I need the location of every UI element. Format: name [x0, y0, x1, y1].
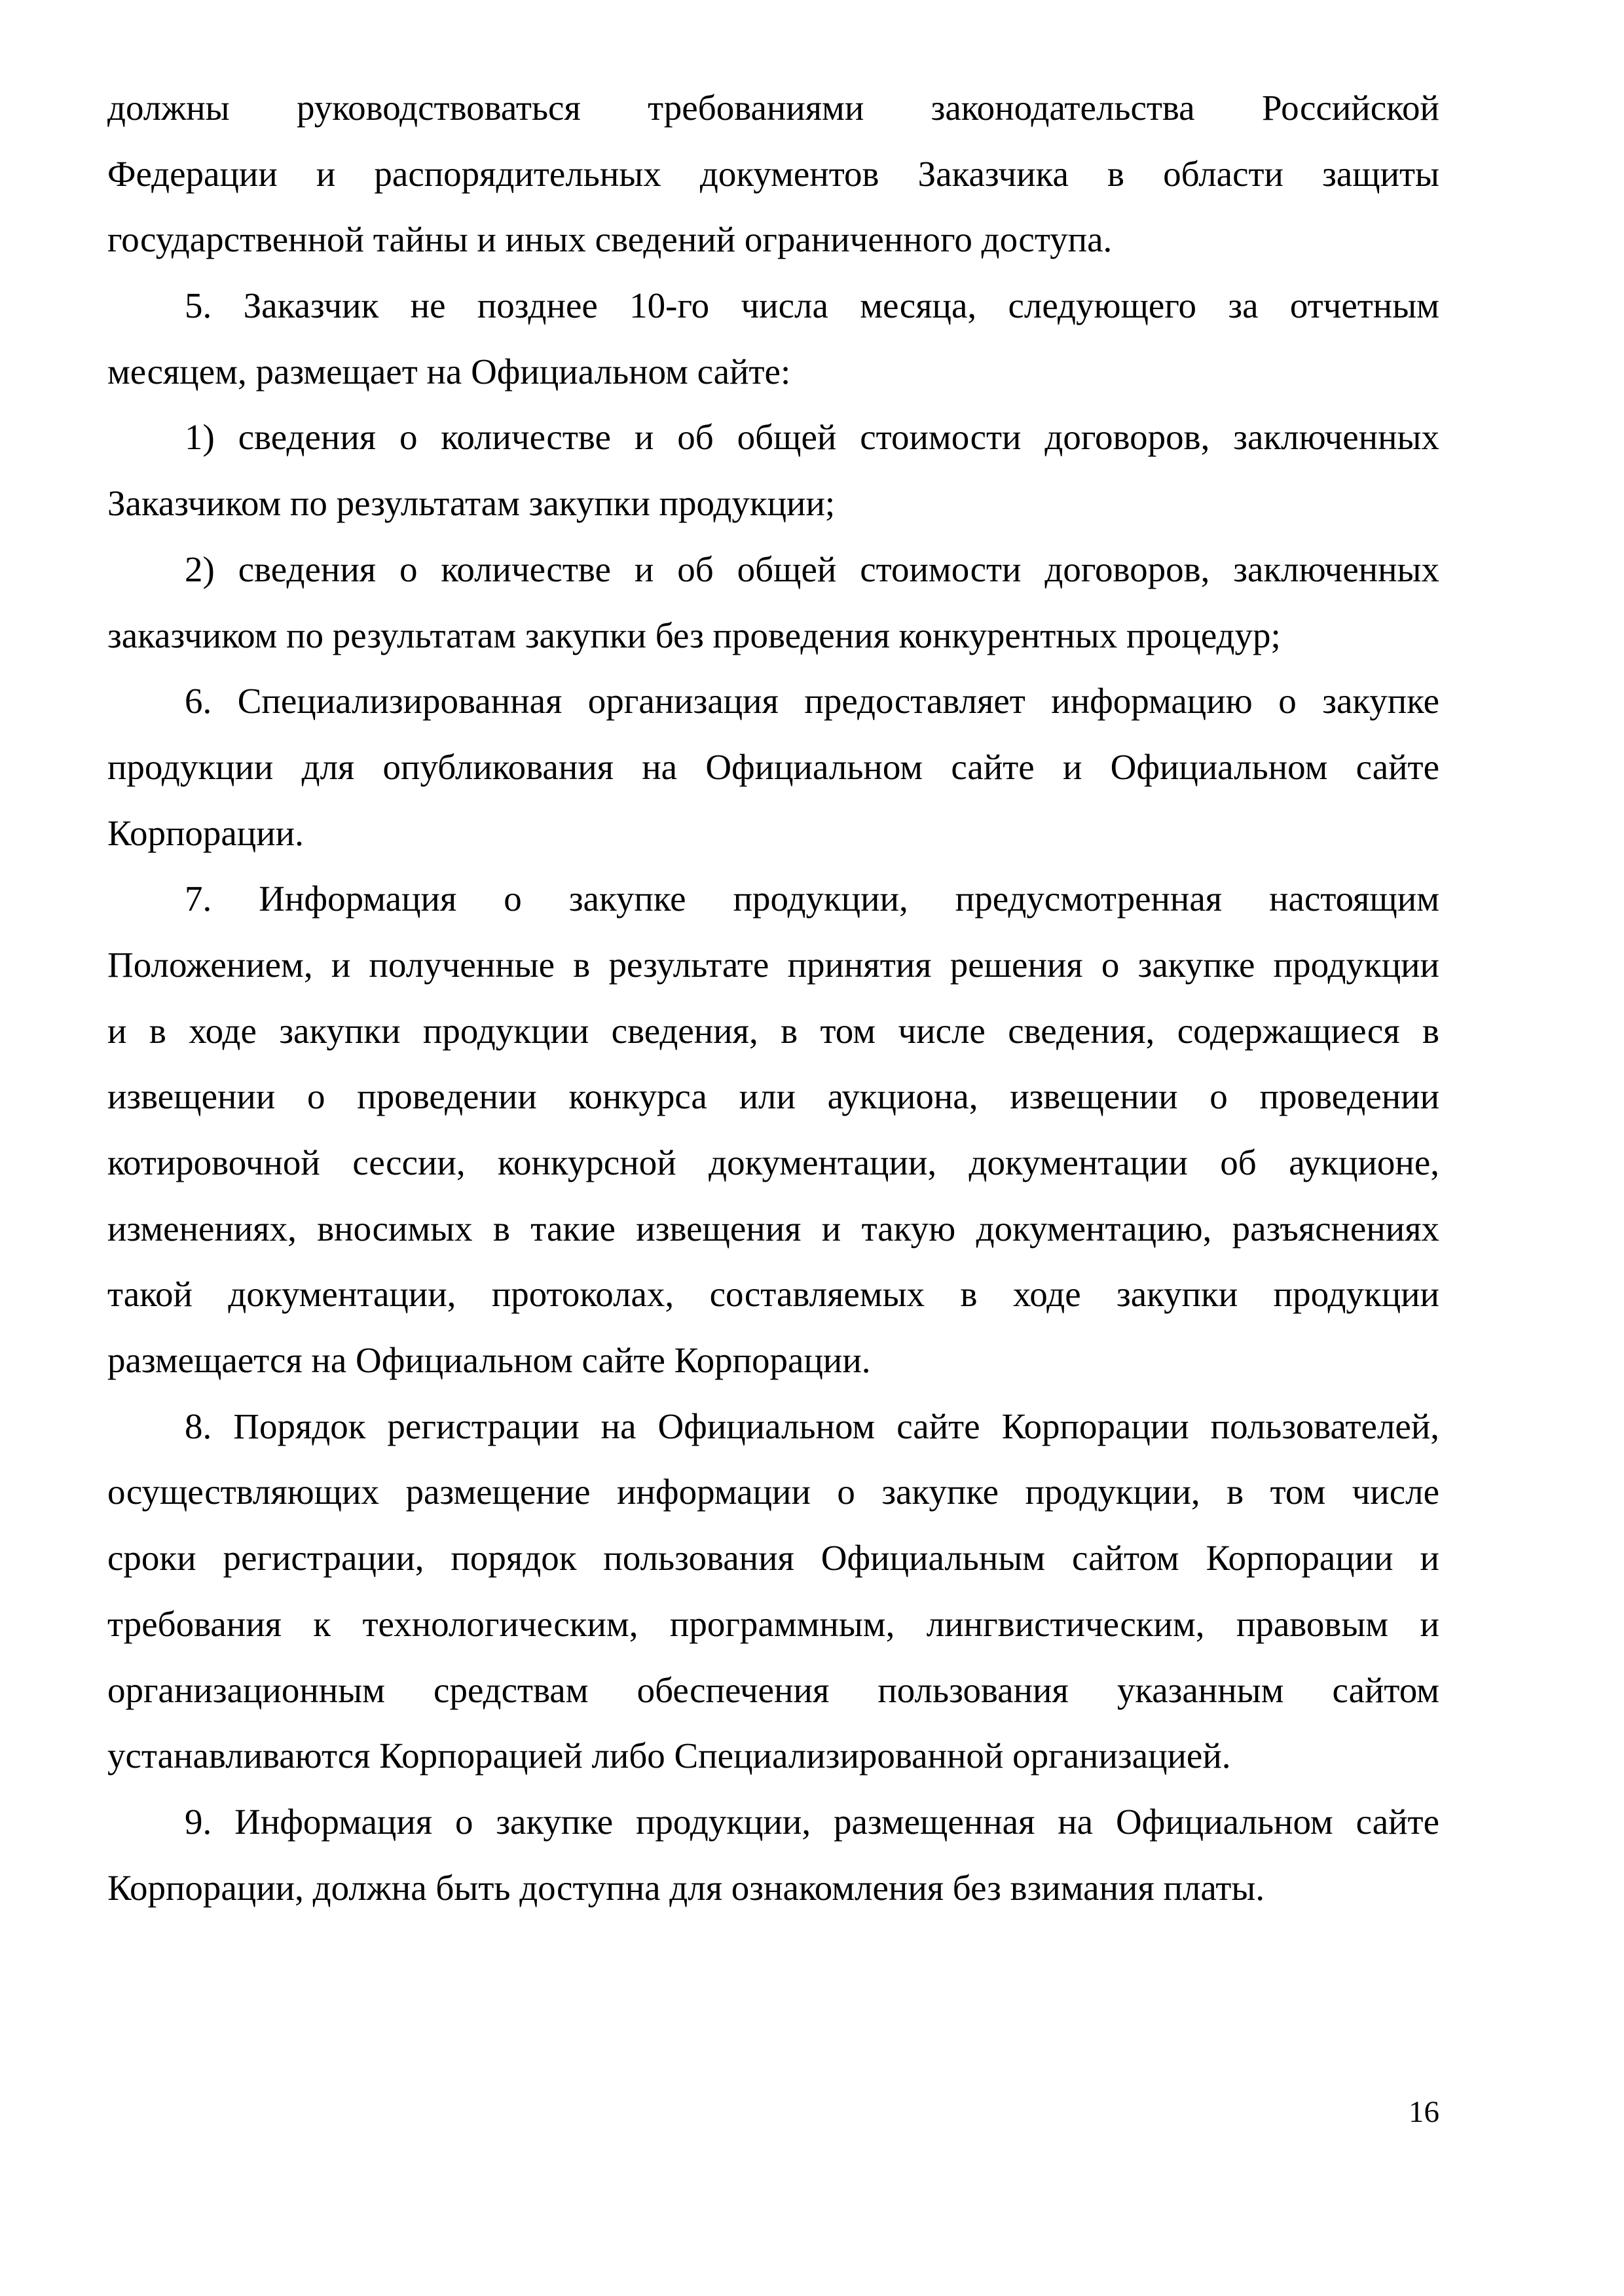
text-line: Федерации и распорядительных документов Заказчика в области защиты: [107, 153, 1439, 194]
text-line: размещается на Официальном сайте Корпорации.: [107, 1340, 871, 1381]
paragraph: [107, 273, 1439, 405]
text-line: Корпорации.: [107, 812, 304, 853]
text-line: осуществляющих размещение информации о закупке продукции, в том числе: [107, 1472, 1439, 1512]
text-line: извещении о проведении конкурса или аукциона, извещении о проведении: [107, 1076, 1439, 1117]
text-line: 2) сведения о количестве и об общей стоимости договоров, заключенных: [185, 549, 1439, 589]
text-line: такой документации, протоколах, составляемых в ходе закупки продукции: [107, 1274, 1439, 1315]
text-line: требования к технологическим, программным, лингвистическим, правовым и: [107, 1603, 1439, 1644]
text-line: сроки регистрации, порядок пользования Официальным сайтом Корпорации и: [107, 1538, 1439, 1578]
paragraph: [107, 1789, 1439, 1921]
text-line: Корпорации, должна быть доступна для ознакомления без взимания платы.: [107, 1867, 1265, 1908]
text-line: продукции для опубликования на Официальном сайте и Официальном сайте: [107, 746, 1439, 787]
text-line: устанавливаются Корпорацией либо Специализированной организацией.: [107, 1736, 1231, 1776]
text-line: заказчиком по результатам закупки без проведения конкурентных процедур;: [107, 615, 1281, 655]
text-line: Положением, и полученные в результате принятия решения о закупке продукции: [107, 944, 1439, 985]
page-number: 16: [1409, 2095, 1439, 2129]
text-line: изменениях, вносимых в такие извещения и такую документацию, разъяснениях: [107, 1208, 1439, 1248]
paragraph: [107, 668, 1439, 866]
document-body: [107, 75, 1439, 1921]
text-line: 5. Заказчик не позднее 10-го числа месяца, следующего за отчетным: [185, 285, 1439, 326]
paragraph: [107, 537, 1439, 668]
text-line: 8. Порядок регистрации на Официальном сайте Корпорации пользователей,: [185, 1406, 1439, 1446]
text-line: 7. Информация о закупке продукции, предусмотренная настоящим: [185, 879, 1439, 919]
text-line: котировочной сессии, конкурсной документации, документации об аукционе,: [107, 1142, 1439, 1182]
text-line: государственной тайны и иных сведений ограниченного доступа.: [107, 219, 1113, 260]
text-line: и в ходе закупки продукции сведения, в том числе сведения, содержащиеся в: [107, 1010, 1439, 1051]
text-line: организационным средствам обеспечения пользования указанным сайтом: [107, 1669, 1439, 1710]
text-line: 9. Информация о закупке продукции, размещенная на Официальном сайте: [185, 1801, 1439, 1842]
text-line: 1) сведения о количестве и об общей стоимости договоров, заключенных: [185, 417, 1439, 458]
text-line: 6. Специализированная организация предоставляет информацию о закупке: [185, 681, 1439, 721]
paragraph: [107, 1394, 1439, 1789]
paragraph: [107, 866, 1439, 1394]
paragraph: [107, 405, 1439, 536]
text-line: должны руководствоваться требованиями законодательства Российской: [107, 88, 1439, 128]
paragraph: [107, 75, 1439, 273]
text-line: месяцем, размещает на Официальном сайте:: [107, 351, 791, 392]
text-line: Заказчиком по результатам закупки продукции;: [107, 483, 836, 524]
